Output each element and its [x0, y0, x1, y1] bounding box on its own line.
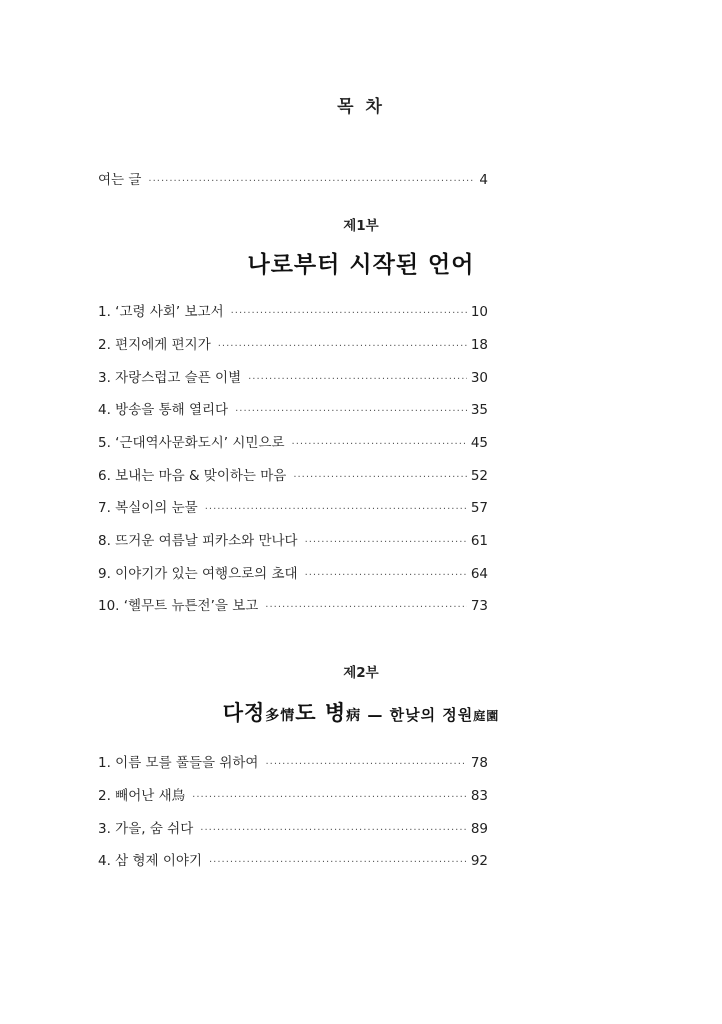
toc-entry-page: 45	[470, 435, 488, 451]
toc-entry-page: 10	[470, 304, 488, 320]
toc-entry-label: 3. 자랑스럽고 슬픈 이별	[98, 370, 242, 386]
page-title: 목 차	[337, 97, 385, 117]
toc-entry[interactable]	[98, 597, 488, 617]
toc-entry-label: 1. ‘고령 사회’ 보고서	[98, 304, 224, 320]
heading-hanja: 多情	[265, 708, 296, 724]
toc-entry-label: 1. 이름 모를 풀들을 위하여	[98, 755, 259, 771]
toc-entry-page: 57	[470, 500, 488, 516]
dot-leader	[209, 854, 467, 872]
toc-entry[interactable]	[98, 754, 488, 774]
toc-entry-label: 10. ‘헬무트 뉴튼전’을 보고	[98, 598, 259, 614]
toc-entry-page: 89	[470, 821, 488, 837]
toc-entry[interactable]	[98, 303, 488, 323]
toc-entry-page: 92	[470, 853, 488, 869]
toc-entry-page: 61	[470, 533, 488, 549]
heading-segment: 다정	[222, 701, 266, 725]
heading-subtitle: 한낮의 정원	[389, 706, 474, 724]
toc-entry-label: 여는 글	[98, 172, 142, 188]
toc-entry-page: 18	[470, 337, 488, 353]
part-1-heading: 나로부터 시작된 언어	[247, 252, 475, 278]
dot-leader	[231, 305, 467, 323]
heading-segment: 도 병	[295, 701, 347, 725]
dot-leader	[305, 567, 467, 585]
dot-leader	[200, 822, 467, 840]
toc-entry-page: 52	[470, 468, 488, 484]
part-2-heading	[0, 697, 722, 727]
toc-entry[interactable]	[98, 820, 488, 840]
dot-leader	[292, 436, 467, 454]
dot-leader	[205, 501, 467, 519]
toc-entry-page: 83	[470, 788, 488, 804]
toc-entry-label: 4. 삼 형제 이야기	[98, 853, 202, 869]
heading-dash: —	[361, 706, 390, 724]
toc-entry-label: 8. 뜨거운 여름날 피카소와 만나다	[98, 533, 298, 549]
part-1-label: 제1부	[343, 218, 379, 234]
toc-entry[interactable]	[98, 532, 488, 552]
toc-entry-label: 9. 이야기가 있는 여행으로의 초대	[98, 566, 298, 582]
dot-leader	[148, 173, 475, 191]
toc-entry-page: 73	[470, 598, 488, 614]
toc-entry[interactable]	[98, 467, 488, 487]
toc-entry-label: 5. ‘근대역사문화도시’ 시민으로	[98, 435, 285, 451]
heading-hanja: 庭園	[473, 709, 500, 723]
toc-entry-label: 2. 편지에게 편지가	[98, 337, 211, 353]
dot-leader	[293, 469, 466, 487]
toc-entry-label: 7. 복실이의 눈물	[98, 500, 198, 516]
dot-leader	[248, 371, 467, 389]
heading-hanja: 病	[346, 708, 362, 724]
dot-leader	[265, 599, 467, 617]
part-2-label: 제2부	[343, 665, 379, 681]
toc-entry[interactable]	[98, 401, 488, 421]
toc-entry-page: 4	[479, 172, 488, 188]
dot-leader	[192, 789, 467, 807]
toc-entry[interactable]	[98, 787, 488, 807]
toc-entry-label: 2. 빼어난 새鳥	[98, 788, 186, 804]
toc-entry[interactable]	[98, 565, 488, 585]
toc-entry-page: 78	[470, 755, 488, 771]
toc-entry-label: 6. 보내는 마음 & 맞이하는 마음	[98, 468, 287, 484]
dot-leader	[218, 338, 467, 356]
toc-entry-label: 3. 가을, 숨 쉬다	[98, 821, 194, 837]
toc-entry[interactable]	[98, 434, 488, 454]
dot-leader	[265, 756, 466, 774]
toc-entry-page: 64	[470, 566, 488, 582]
toc-entry[interactable]	[98, 369, 488, 389]
dot-leader	[305, 534, 467, 552]
toc-entry[interactable]	[98, 499, 488, 519]
toc-entry-label: 4. 방송을 통해 열리다	[98, 402, 229, 418]
toc-entry-page: 35	[470, 402, 488, 418]
dot-leader	[235, 403, 467, 421]
toc-entry-page: 30	[470, 370, 488, 386]
toc-entry-intro[interactable]	[98, 171, 488, 191]
toc-entry[interactable]	[98, 336, 488, 356]
toc-entry[interactable]	[98, 852, 488, 872]
